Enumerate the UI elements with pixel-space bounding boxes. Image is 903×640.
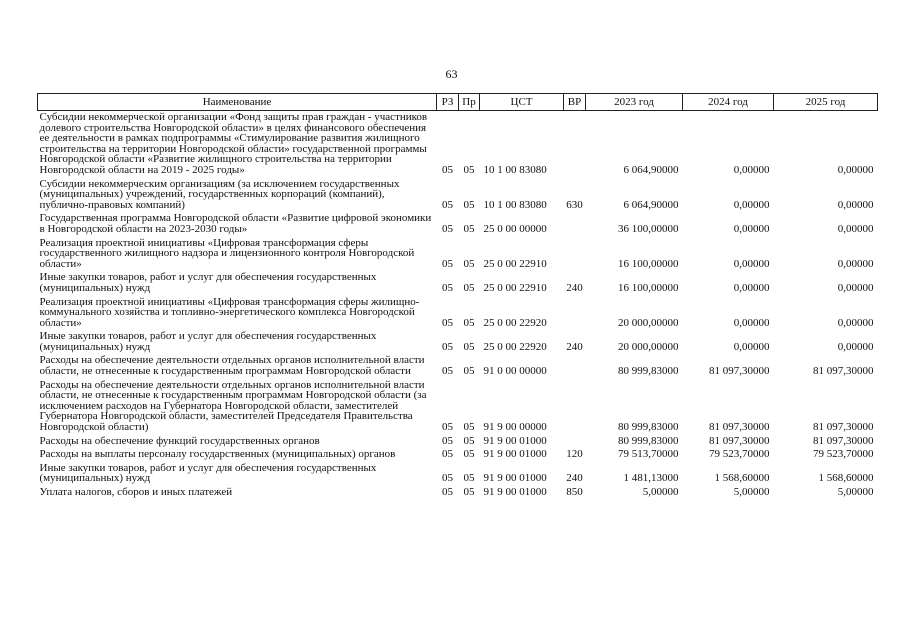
row-rz-cell: 05 [442, 434, 453, 447]
table-header-row [38, 94, 878, 111]
row-2024-cell: 81 097,30000 [709, 434, 770, 447]
table-row [38, 354, 878, 378]
row-2023-cell: 6 064,90000 [623, 163, 679, 176]
row-cst-cell: 25 0 00 22920 [483, 316, 547, 329]
row-name-cell: Субсидии некоммерческим организациям (за исключением государственных (муниципальных) учреждений, государственных корпораций (компаний), публично-правовых компаний) [39, 177, 400, 211]
row-vr-cell: 850 [566, 486, 583, 498]
row-2025-cell: 81 097,30000 [813, 365, 874, 378]
row-2024-cell: 0,00000 [733, 316, 770, 329]
row-2023-cell: 80 999,83000 [618, 434, 679, 447]
table-row [38, 111, 878, 178]
row-name-cell: Субсидии некоммерческой организации «Фонд защиты прав граждан - участников долевого строительства Новгородской области» в целях финансового обеспечения ее деятельности в рамках подпрограммы «Стимулирование развития жилищного строительства на территории Новгородской области» государственной программы Новгородской области «Развитие жилищного строительства на территории Новгородской области на 2019 - 2025 годы» [39, 111, 428, 176]
row-2023-cell: 16 100,00000 [618, 281, 679, 294]
row-pr-cell: 05 [463, 486, 475, 498]
row-name-cell: Государственная программа Новгородской области «Развитие цифровой экономики в Новгородской области на 2023-2030 годы» [39, 212, 432, 235]
row-pr-cell: 05 [463, 163, 475, 176]
row-vr-cell: 240 [566, 340, 583, 353]
row-2024-cell: 79 523,70000 [709, 448, 770, 461]
header-2025: 2025 год [774, 94, 878, 111]
row-vr-cell: 630 [566, 198, 583, 211]
header-name: Наименование [38, 94, 437, 111]
row-2025-cell: 81 097,30000 [813, 421, 874, 434]
row-pr-cell: 05 [463, 316, 475, 329]
row-2024-cell: 1 568,60000 [714, 472, 770, 485]
row-name-cell: Реализация проектной инициативы «Цифровая трансформация сферы государственного жилищного надзора и лицензионного контроля Новгородской области» [39, 236, 415, 270]
row-rz-cell: 05 [442, 222, 453, 235]
row-2023-cell: 1 481,13000 [623, 472, 679, 485]
row-2025-cell: 0,00000 [837, 316, 874, 329]
table-row [38, 271, 878, 295]
row-2024-cell: 0,00000 [733, 222, 770, 235]
row-pr-cell: 05 [463, 198, 475, 211]
row-2023-cell: 79 513,70000 [618, 448, 679, 461]
row-2023-cell: 6 064,90000 [623, 198, 679, 211]
row-rz-cell: 05 [442, 448, 453, 461]
row-2024-cell: 81 097,30000 [709, 365, 770, 378]
row-name-cell: Расходы на обеспечение функций государственных органов [39, 434, 320, 447]
header-rz: РЗ [437, 94, 459, 111]
header-vr: ВР [564, 94, 586, 111]
table-row [38, 212, 878, 236]
row-vr-cell [564, 237, 586, 272]
row-2024-cell: 5,00000 [733, 486, 770, 498]
row-2024-cell: 81 097,30000 [709, 421, 770, 434]
row-rz-cell: 05 [442, 365, 453, 378]
budget-table-container [37, 93, 877, 500]
row-name-cell: Расходы на обеспечение деятельности отдельных органов исполнительной власти области, не отнесенные к государственным программам Новгородской области [39, 354, 425, 378]
row-cst-cell: 91 9 00 01000 [483, 486, 547, 498]
row-vr-cell [564, 435, 586, 449]
row-2023-cell: 80 999,83000 [618, 421, 679, 434]
row-cst-cell: 91 9 00 01000 [483, 434, 547, 447]
row-vr-cell: 240 [566, 281, 583, 294]
row-pr-cell: 05 [463, 222, 475, 235]
row-2023-cell: 5,00000 [642, 486, 679, 498]
row-pr-cell: 05 [463, 434, 475, 447]
table-row [38, 448, 878, 462]
row-2023-cell: 80 999,83000 [618, 365, 679, 378]
row-rz-cell: 05 [442, 163, 453, 176]
row-2025-cell: 1 568,60000 [818, 472, 874, 485]
row-pr-cell: 05 [463, 340, 475, 353]
row-pr-cell: 05 [463, 257, 475, 270]
row-2025-cell: 5,00000 [837, 486, 874, 498]
row-2023-cell: 16 100,00000 [618, 257, 679, 270]
row-cst-cell: 25 0 00 22920 [483, 340, 547, 353]
row-vr-cell [564, 111, 586, 178]
row-2023-cell: 36 100,00000 [618, 222, 679, 235]
header-2024: 2024 год [683, 94, 774, 111]
row-vr-cell [564, 212, 586, 236]
row-name-cell: Реализация проектной инициативы «Цифровая трансформация сферы жилищно-коммунального хозяйства и топливно-энергетического комплекса Новгородской области» [39, 295, 420, 329]
row-pr-cell: 05 [463, 281, 475, 294]
row-rz-cell: 05 [442, 472, 453, 485]
row-2025-cell: 79 523,70000 [813, 448, 874, 461]
row-pr-cell: 05 [463, 365, 475, 378]
row-cst-cell: 25 0 00 22910 [483, 281, 547, 294]
row-cst-cell: 10 1 00 83080 [483, 198, 547, 211]
header-pr: Пр [459, 94, 480, 111]
table-row [38, 330, 878, 354]
row-cst-cell: 91 0 00 00000 [483, 365, 547, 378]
row-2025-cell: 0,00000 [837, 281, 874, 294]
row-name-cell: Уплата налогов, сборов и иных платежей [39, 486, 233, 498]
row-rz-cell: 05 [442, 198, 453, 211]
row-rz-cell: 05 [442, 340, 453, 353]
table-row [38, 237, 878, 272]
row-cst-cell: 25 0 00 00000 [483, 222, 547, 235]
row-2024-cell: 0,00000 [733, 340, 770, 353]
row-rz-cell: 05 [442, 421, 453, 434]
row-vr-cell: 120 [566, 448, 583, 461]
row-name-cell: Иные закупки товаров, работ и услуг для обеспечения государственных (муниципальных) нужд [39, 330, 377, 353]
table-row [38, 435, 878, 449]
table-body [38, 111, 878, 500]
row-2025-cell: 81 097,30000 [813, 434, 874, 447]
row-2024-cell: 0,00000 [733, 257, 770, 270]
row-2024-cell: 0,00000 [733, 281, 770, 294]
row-rz-cell: 05 [442, 257, 453, 270]
table-row [38, 462, 878, 486]
row-name-cell: Расходы на выплаты персоналу государственных (муниципальных) органов [39, 448, 396, 461]
row-2024-cell: 0,00000 [733, 198, 770, 211]
row-name-cell: Расходы на обеспечение деятельности отдельных органов исполнительной власти области, не отнесенные к государственным программам Новгородской области (за исключением расходов на Губернатора Новгородской области, заместителей Губернатора Новгородской области, заместителей Председателя Правительства Новгородской области) [39, 378, 427, 434]
row-rz-cell: 05 [442, 316, 453, 329]
row-pr-cell: 05 [463, 448, 475, 461]
row-pr-cell: 05 [463, 421, 475, 434]
row-vr-cell: 240 [566, 472, 583, 485]
row-rz-cell: 05 [442, 281, 453, 294]
row-cst-cell: 25 0 00 22910 [483, 257, 547, 270]
row-pr-cell: 05 [463, 472, 475, 485]
row-2025-cell: 0,00000 [837, 222, 874, 235]
page-number: 63 [445, 67, 458, 81]
row-2023-cell: 20 000,00000 [618, 340, 679, 353]
row-2025-cell: 0,00000 [837, 257, 874, 270]
table-row [38, 178, 878, 213]
row-2025-cell: 0,00000 [837, 340, 874, 353]
row-name-cell: Иные закупки товаров, работ и услуг для обеспечения государственных (муниципальных) нужд [39, 271, 377, 294]
table-row [38, 379, 878, 435]
row-cst-cell: 91 9 00 00000 [483, 421, 547, 434]
row-rz-cell: 05 [442, 486, 453, 498]
row-cst-cell: 91 9 00 01000 [483, 472, 547, 485]
row-cst-cell: 91 9 00 01000 [483, 448, 547, 461]
row-2024-cell: 0,00000 [733, 163, 770, 176]
row-2025-cell: 0,00000 [837, 198, 874, 211]
row-vr-cell [564, 354, 586, 378]
table-row [38, 296, 878, 331]
header-2023: 2023 год [586, 94, 683, 111]
row-cst-cell: 10 1 00 83080 [483, 163, 547, 176]
row-vr-cell [564, 379, 586, 435]
row-2025-cell: 0,00000 [837, 163, 874, 176]
row-2023-cell: 20 000,00000 [618, 316, 679, 329]
header-cst: ЦСТ [480, 94, 564, 111]
row-name-cell: Иные закупки товаров, работ и услуг для обеспечения государственных (муниципальных) нужд [39, 461, 377, 485]
budget-table [37, 93, 878, 500]
row-vr-cell [564, 296, 586, 331]
table-row [38, 486, 878, 500]
